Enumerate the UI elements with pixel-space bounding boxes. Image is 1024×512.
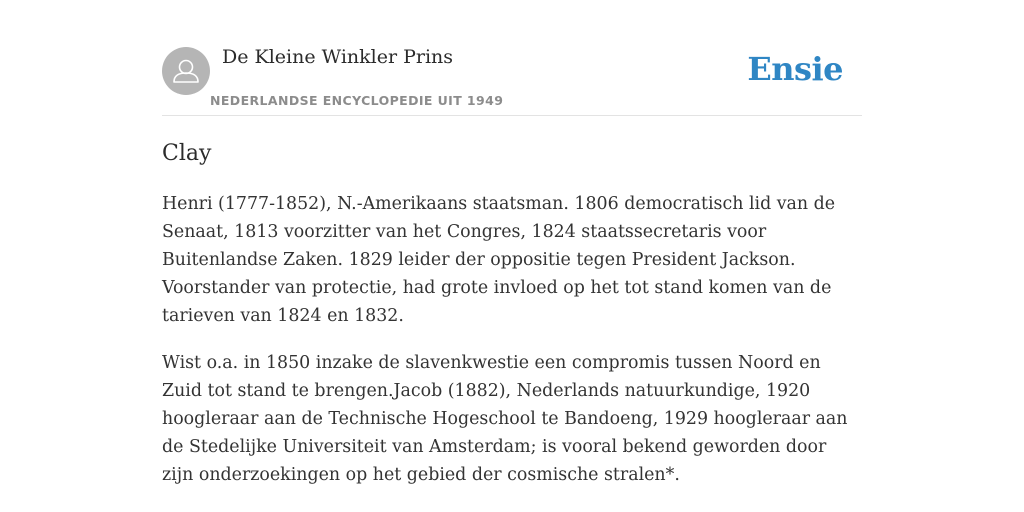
avatar[interactable] bbox=[162, 47, 210, 95]
author-name[interactable]: De Kleine Winkler Prins bbox=[222, 46, 454, 68]
article-paragraph: Wist o.a. in 1850 inzake de slavenkwestie een compromis tussen Noord en Zuid tot stand te brengen.Jacob (1882), Nederlands natuurkundige, 1920 hoogleraar aan de Technische Hogeschool te Bandoeng, 1929 hoogleraar aan de Stedelijke Universiteit van Amsterdam; is vooral bekend geworden door zijn onderzoekingen op het gebied der cosmische stralen*. bbox=[162, 353, 848, 485]
article bbox=[162, 138, 862, 508]
brand-logo[interactable]: Ensie bbox=[747, 50, 843, 88]
article-title: Clay bbox=[162, 141, 212, 166]
user-outline-icon bbox=[162, 47, 210, 95]
article-paragraph: Henri (1777-1852), N.-Amerikaans staatsman. 1806 democratisch lid van de Senaat, 1813 voorzitter van het Congres, 1824 staatssecretaris voor Buitenlandse Zaken. 1829 leider der oppositie tegen President Jackson. Voorstander van protectie, had grote invloed op het tot stand komen van de tarieven van 1824 en 1832. bbox=[162, 194, 836, 326]
header bbox=[162, 40, 862, 116]
author-subtitle: NEDERLANDSE ENCYCLOPEDIE UIT 1949 bbox=[210, 93, 504, 108]
